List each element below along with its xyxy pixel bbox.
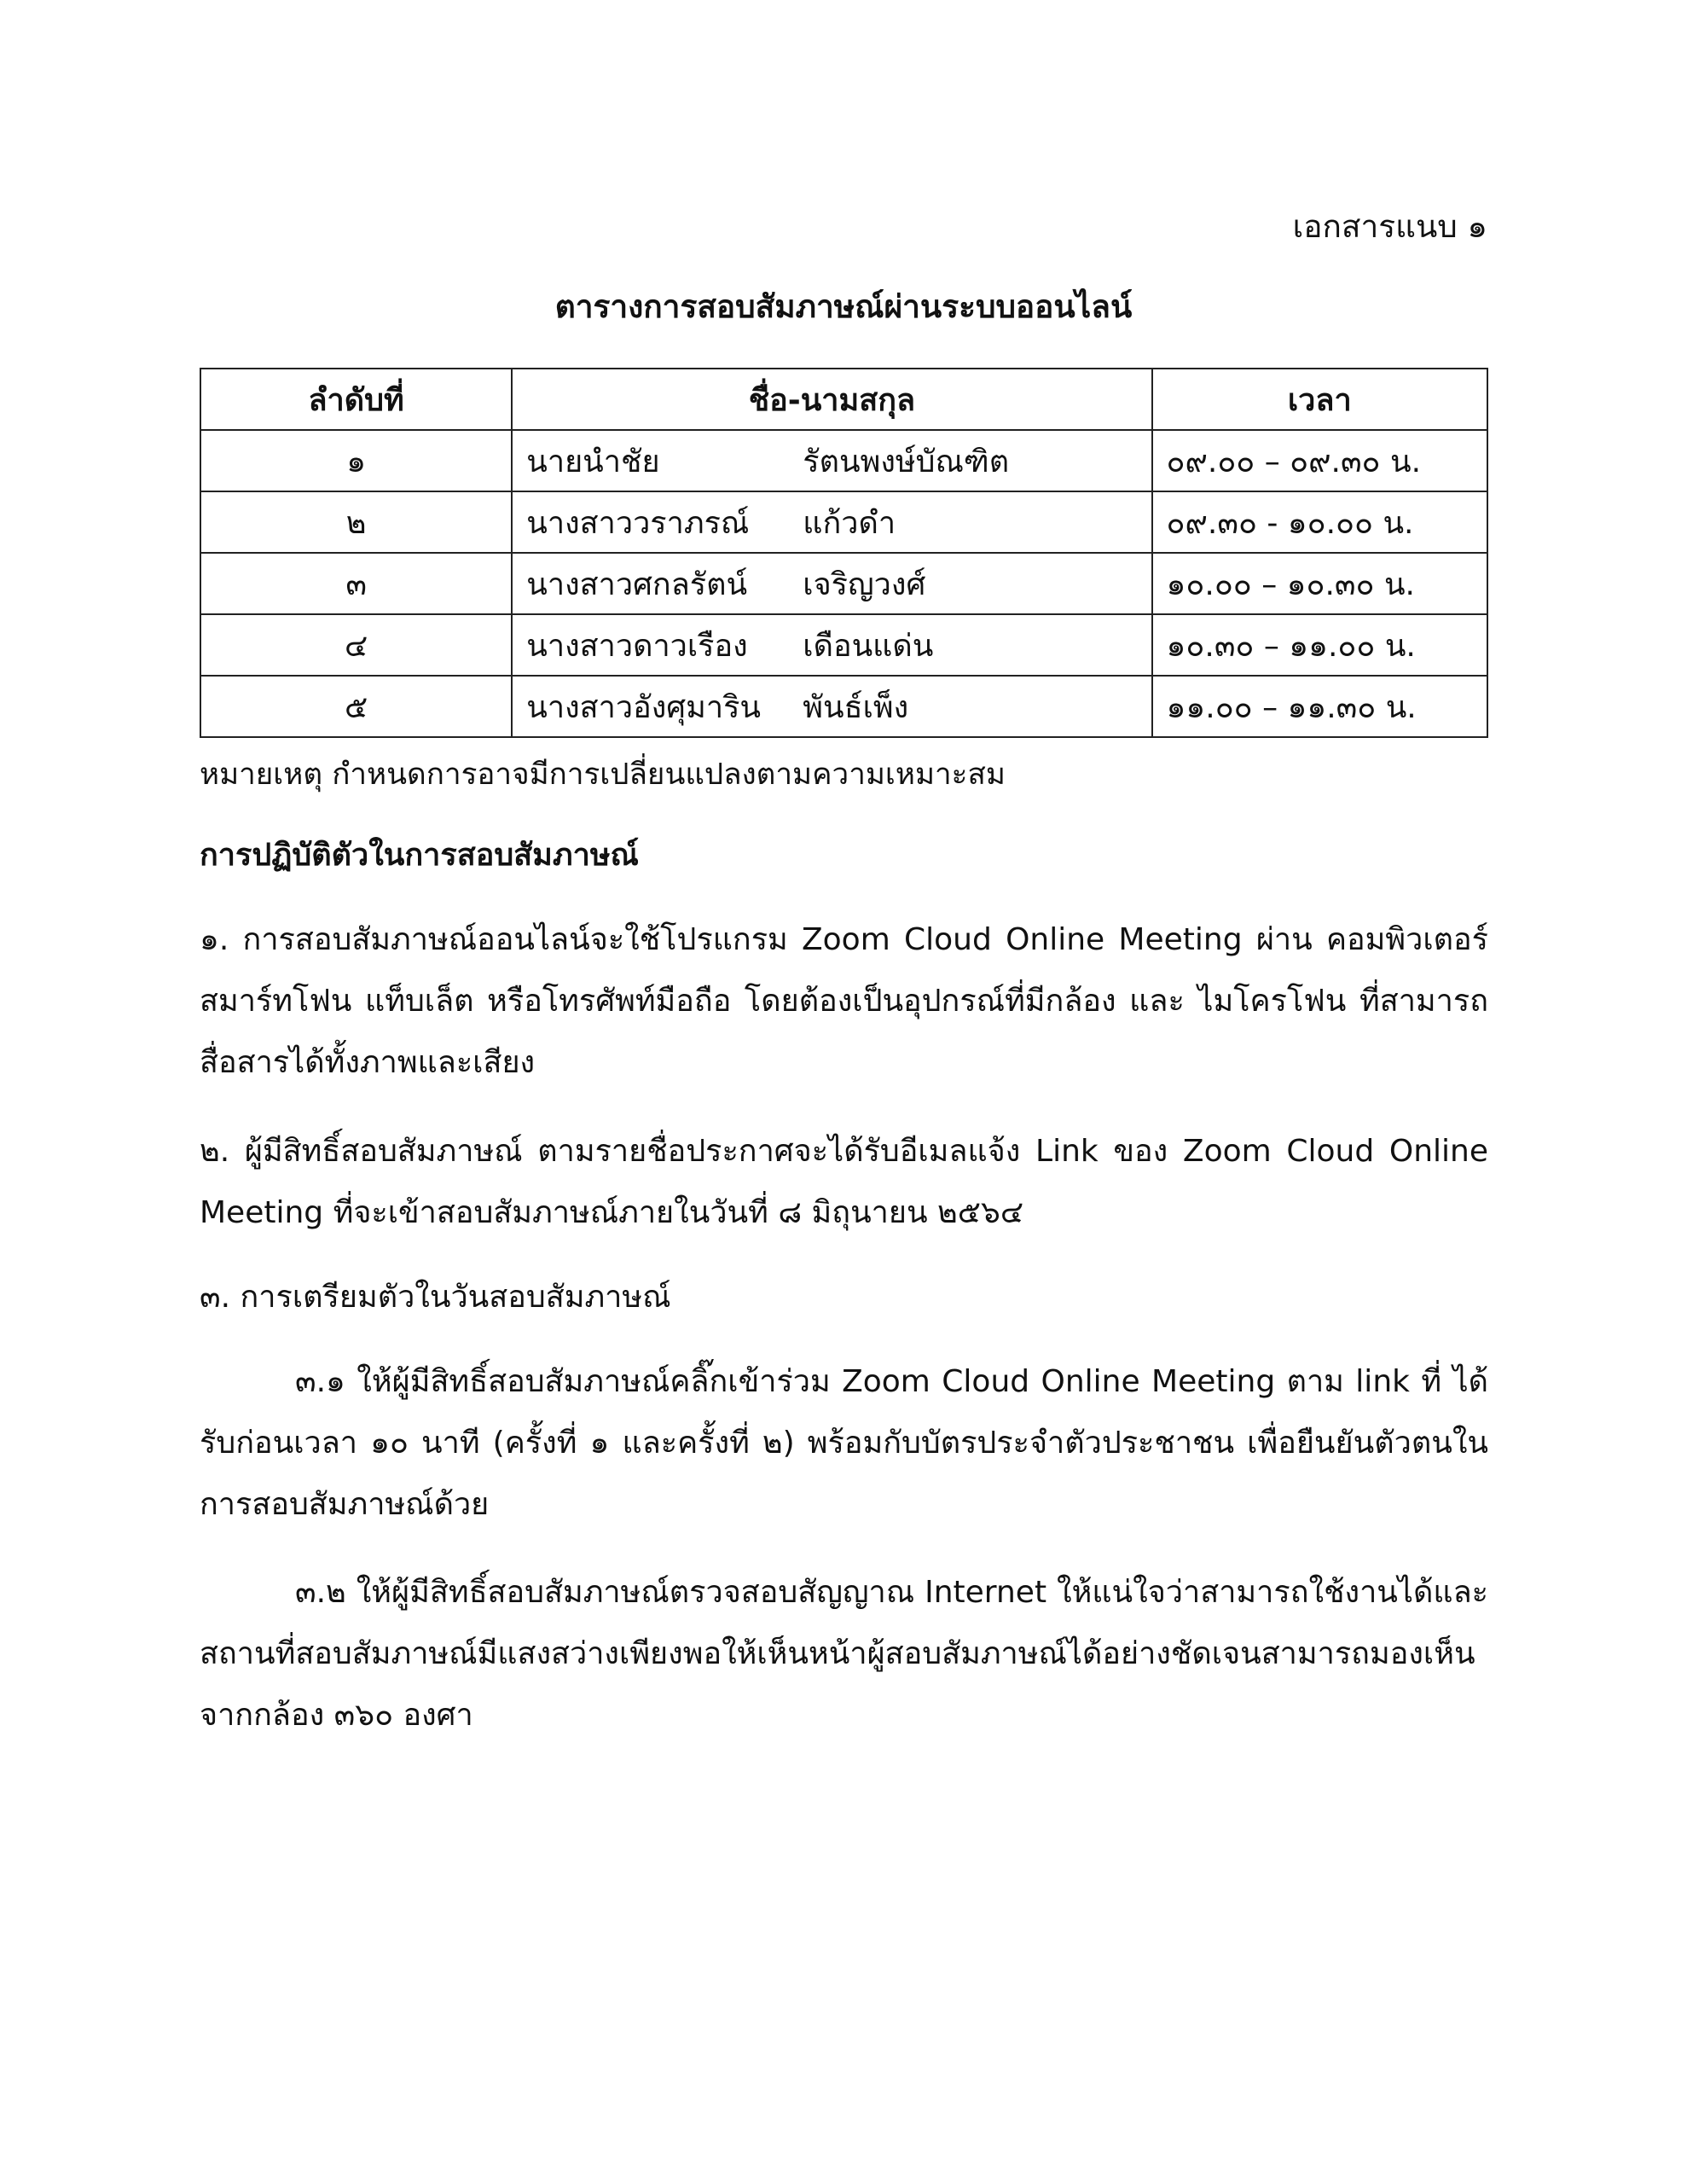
interview-schedule-table xyxy=(200,368,1488,738)
table-header-row xyxy=(200,369,1487,430)
last-name: พันธ์เพ็ง xyxy=(803,689,909,725)
first-name: นางสาวดาวเรือง xyxy=(526,628,748,664)
row-number: ๔ xyxy=(200,614,512,676)
row-name xyxy=(512,430,1151,491)
last-name: เดือนแด่น xyxy=(803,628,934,664)
row-time: ๐๙.๓๐ - ๑๐.๐๐ น. xyxy=(1152,491,1487,553)
schedule-note: หมายเหตุ กำหนดการอาจมีการเปลี่ยนแปลงตามความเหมาะสม xyxy=(200,758,1006,792)
document-title: ตารางการสอบสัมภาษณ์ผ่านระบบออนไลน์ xyxy=(554,288,1133,325)
conduct-heading: การปฏิบัติตัวในการสอบสัมภาษณ์ xyxy=(200,838,639,873)
conduct-item-3-2 xyxy=(200,1562,1488,1746)
conduct-item-1: ๑. การสอบสัมภาษณ์ออนไลน์จะใช้โปรแกรม Zoom Cloud Online Meeting ผ่าน คอมพิวเตอร์ สมาร์ทโฟน แท็บเล็ต หรือโทรศัพท์มือถือ โดยต้องเป็นอุปกรณ์ที่มีกล้อง และ ไมโครโฟน ที่สามารถสื่อสารได้ทั้งภาพและเสียง xyxy=(200,922,1488,1080)
conduct-item-3-1-text: ๓.๑ ให้ผู้มีสิทธิ์สอบสัมภาษณ์คลิ๊กเข้าร่วม Zoom Cloud Online Meeting ตาม link ที่ ได้รับก่อนเวลา ๑๐ นาที (ครั้งที่ ๑ และครั้งที่ ๒) พร้อมกับบัตรประจำตัวประชาชน เพื่อยืนยันตัวตนในการสอบสัมภาษณ์ด้วย xyxy=(200,1364,1489,1522)
row-number: ๓ xyxy=(200,553,512,614)
row-time: ๑๑.๐๐ – ๑๑.๓๐ น. xyxy=(1152,676,1487,737)
row-time: ๑๐.๐๐ – ๑๐.๓๐ น. xyxy=(1152,553,1487,614)
row-name xyxy=(512,491,1151,553)
header-time: เวลา xyxy=(1152,369,1487,430)
row-time: ๑๐.๓๐ – ๑๑.๐๐ น. xyxy=(1152,614,1487,676)
table-row xyxy=(200,553,1487,614)
table-row xyxy=(200,430,1487,491)
conduct-item-3-2-text: ๓.๒ ให้ผู้มีสิทธิ์สอบสัมภาษณ์ตรวจสอบสัญญาณ Internet ให้แน่ใจว่าสามารถใช้งานได้และสถานที่สอบสัมภาษณ์มีแสงสว่างเพียงพอให้เห็นหน้าผู้สอบสัมภาษณ์ได้อย่างชัดเจนสามารถมองเห็นจากกล้อง ๓๖๐ องศา xyxy=(200,1575,1488,1733)
header-number: ลำดับที่ xyxy=(200,369,512,430)
last-name: รัตนพงษ์บัณฑิต xyxy=(803,444,1010,479)
row-number: ๑ xyxy=(200,430,512,491)
first-name: นายนำชัย xyxy=(526,444,660,479)
first-name: นางสาวศกลรัตน์ xyxy=(526,566,748,602)
last-name: เจริญวงศ์ xyxy=(803,566,926,602)
conduct-item-3: ๓. การเตรียมตัวในวันสอบสัมภาษณ์ xyxy=(200,1280,671,1315)
table-row xyxy=(200,676,1487,737)
row-name xyxy=(512,553,1151,614)
conduct-item-3-1 xyxy=(200,1351,1488,1536)
attachment-label: เอกสารแนบ ๑ xyxy=(1292,208,1487,245)
row-number: ๒ xyxy=(200,491,512,553)
row-number: ๕ xyxy=(200,676,512,737)
table-row xyxy=(200,491,1487,553)
row-name xyxy=(512,676,1151,737)
header-name: ชื่อ-นามสกุล xyxy=(512,369,1151,430)
conduct-item-2: ๒. ผู้มีสิทธิ์สอบสัมภาษณ์ ตามรายชื่อประกาศจะได้รับอีเมลแจ้ง Link ของ Zoom Cloud Online Meeting ที่จะเข้าสอบสัมภาษณ์ภายในวันที่ ๘ มิถุนายน ๒๕๖๔ xyxy=(200,1134,1488,1230)
first-name: นางสาววราภรณ์ xyxy=(526,505,750,541)
last-name: แก้วดำ xyxy=(803,505,896,541)
table-row xyxy=(200,614,1487,676)
first-name: นางสาวอังศุมาริน xyxy=(526,689,762,725)
row-name xyxy=(512,614,1151,676)
row-time: ๐๙.๐๐ – ๐๙.๓๐ น. xyxy=(1152,430,1487,491)
